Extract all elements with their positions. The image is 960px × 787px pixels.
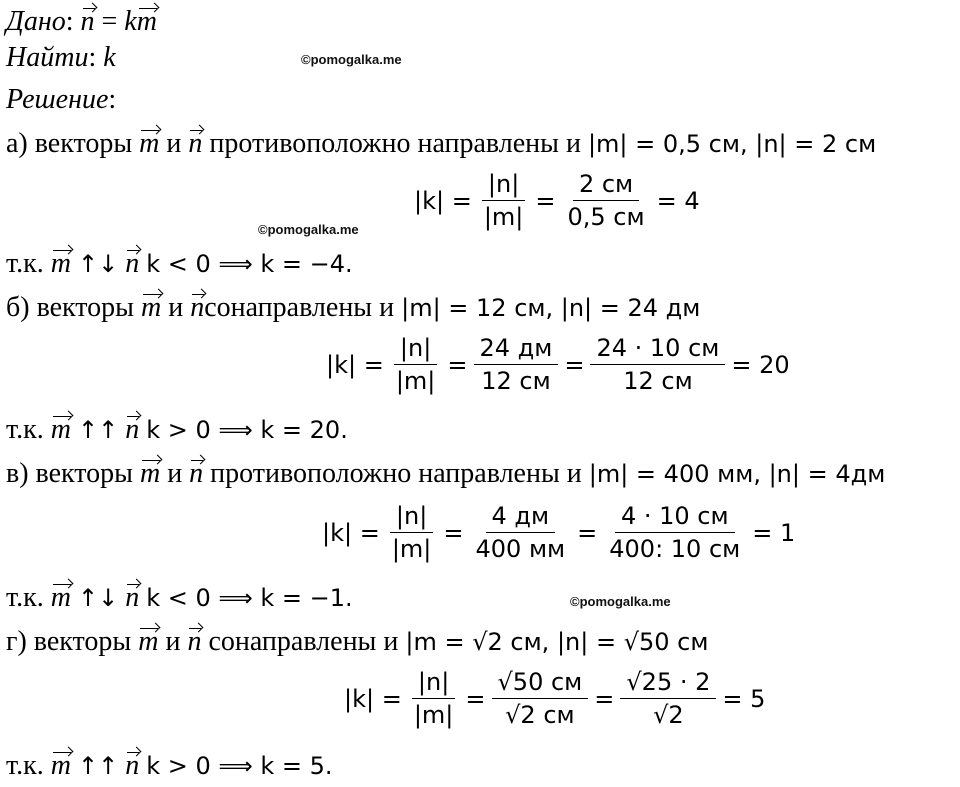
part-a-conclusion: т.к. m ↑↓ n k < 0 ⟹ k = −4. [6,248,353,279]
watermark: ©pomogalka.me [570,594,671,609]
part-d-conclusion: т.к. m ↑↑ n k > 0 ⟹ k = 5. [6,750,333,781]
given-line: Дано: n = km [6,6,157,37]
part-b-equation: |k| = $\frac{|n|}{|m|}$ = $\frac{24 дм}{12 см}$ = $\frac{24 \cdot 10 см}{12 см}$ = 20 [326,334,790,395]
fraction: $\frac{24 \cdot 10 см}{12 см}$ [590,334,725,395]
fraction: $\frac{|n|}{|m|}$ [391,502,432,563]
part-a-equation: |k| = $\frac{|n|}{|m|}$ = $\frac{2 см}{0,5 см}$ = 4 [414,170,700,231]
find-label: Найти [6,42,89,73]
watermark: ©pomogalka.me [258,222,359,237]
part-d-condition: г) векторы m и n сонаправлены и |m = √2 см, |n| = √50 см [6,626,709,657]
part-b-conclusion: т.к. m ↑↑ n k > 0 ⟹ k = 20. [6,414,348,445]
fraction: $\frac{|n|}{|m|}$ [413,668,454,729]
part-c-equation: |k| = $\frac{|n|}{|m|}$ = $\frac{4 дм}{400 мм}$ = $\frac{4 \cdot 10 см}{400: 10 см}$ = 1 [322,502,796,563]
watermark: ©pomogalka.me [301,52,402,67]
fraction: $\frac{4 \cdot 10 см}{400: 10 см}$ [609,502,741,563]
fraction: $\frac{√50 см}{√2 см}$ [492,668,589,729]
fraction: $\frac{|n|}{|m|}$ [395,334,436,395]
fraction: $\frac{4 дм}{400 мм}$ [475,502,566,563]
part-c-conclusion: т.к. m ↑↓ n k < 0 ⟹ k = −1. [6,582,353,613]
solution-line: Решение: [6,84,117,115]
part-b-condition: б) векторы m и nсонаправлены и |m| = 12 см, |n| = 24 дм [6,292,701,323]
vector-n: n [80,6,95,37]
part-c-condition: в) векторы m и n противоположно направлены и |m| = 400 мм, |n| = 4дм [6,458,886,489]
find-line: Найти: k [6,42,116,73]
vector-n: n [188,128,203,159]
fraction: $\frac{24 дм}{12 см}$ [474,334,559,395]
fraction: $\frac{2 см}{0,5 см}$ [567,170,645,231]
solution-label: Решение [6,84,109,115]
fraction: $\frac{√25 \cdot 2}{√2}$ [620,668,716,729]
part-a-condition: а) векторы m и n противоположно направлены и |m| = 0,5 см, |n| = 2 см [6,128,877,159]
given-label: Дано [6,6,66,37]
vector-m: m [139,128,160,159]
vector-m: m [136,6,157,37]
fraction: $\frac{|n|}{|m|}$ [483,170,524,231]
part-d-equation: |k| = $\frac{|n|}{|m|}$ = $\frac{√50 см}{√2 см}$ = $\frac{√25 \cdot 2}{√2}$ = 5 [344,668,766,729]
